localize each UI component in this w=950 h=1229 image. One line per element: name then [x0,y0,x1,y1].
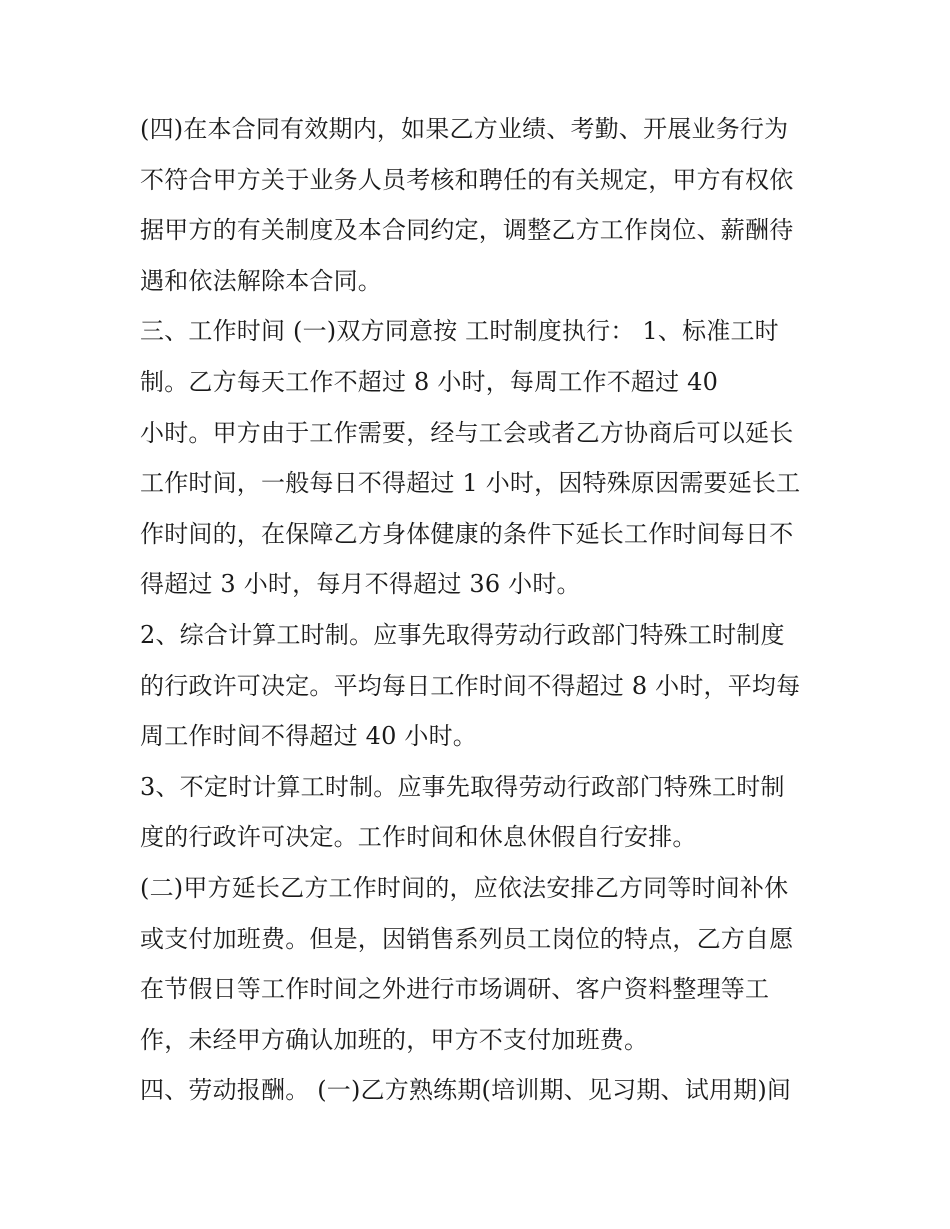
text-line: 的行政许可决定。平均每日工作时间不得超过 8 小时，平均每 [140,671,801,700]
text-line: 据甲方的有关制度及本合同约定，调整乙方工作岗位、薪酬待 [140,216,794,245]
text-line: 不符合甲方关于业务人员考核和聘任的有关规定，甲方有权依 [140,165,794,194]
text-line: 三、工作时间 (一)双方同意按 工时制度执行： 1、标准工时 [140,317,779,346]
text-line: 工作时间，一般每日不得超过 1 小时，因特殊原因需要延长工 [140,469,801,498]
text-line: 遇和依法解除本合同。 [140,266,382,295]
text-line: (二)甲方延长乙方工作时间的，应依法安排乙方同等时间补休 [140,873,789,902]
text-line: 或支付加班费。但是，因销售系列员工岗位的特点，乙方自愿 [140,924,794,953]
text-line: 制。乙方每天工作不超过 8 小时，每周工作不超过 40 [140,367,719,396]
text-line: 度的行政许可决定。工作时间和休息休假自行安排。 [140,823,697,852]
text-line: 在节假日等工作时间之外进行市场调研、客户资料整理等工 [140,975,770,1004]
text-line: (四)在本合同有效期内，如果乙方业绩、考勤、开展业务行为 [140,115,789,143]
text-line: 3、不定时计算工时制。应事先取得劳动行政部门特殊工时制 [140,772,785,801]
text-line: 周工作时间不得超过 40 小时。 [140,722,477,751]
text-line: 作，未经甲方确认加班的，甲方不支付加班费。 [140,1025,649,1054]
text-line: 四、劳动报酬。 (一)乙方熟练期(培训期、见习期、试用期)间 [140,1076,792,1105]
document-body [140,104,830,1116]
text-line: 作时间的，在保障乙方身体健康的条件下延长工作时间每日不 [140,519,794,548]
text-line: 小时。甲方由于工作需要，经与工会或者乙方协商后可以延长 [140,418,794,447]
text-line: 2、综合计算工时制。应事先取得劳动行政部门特殊工时制度 [140,620,785,649]
text-line: 得超过 3 小时，每月不得超过 36 小时。 [140,570,581,599]
